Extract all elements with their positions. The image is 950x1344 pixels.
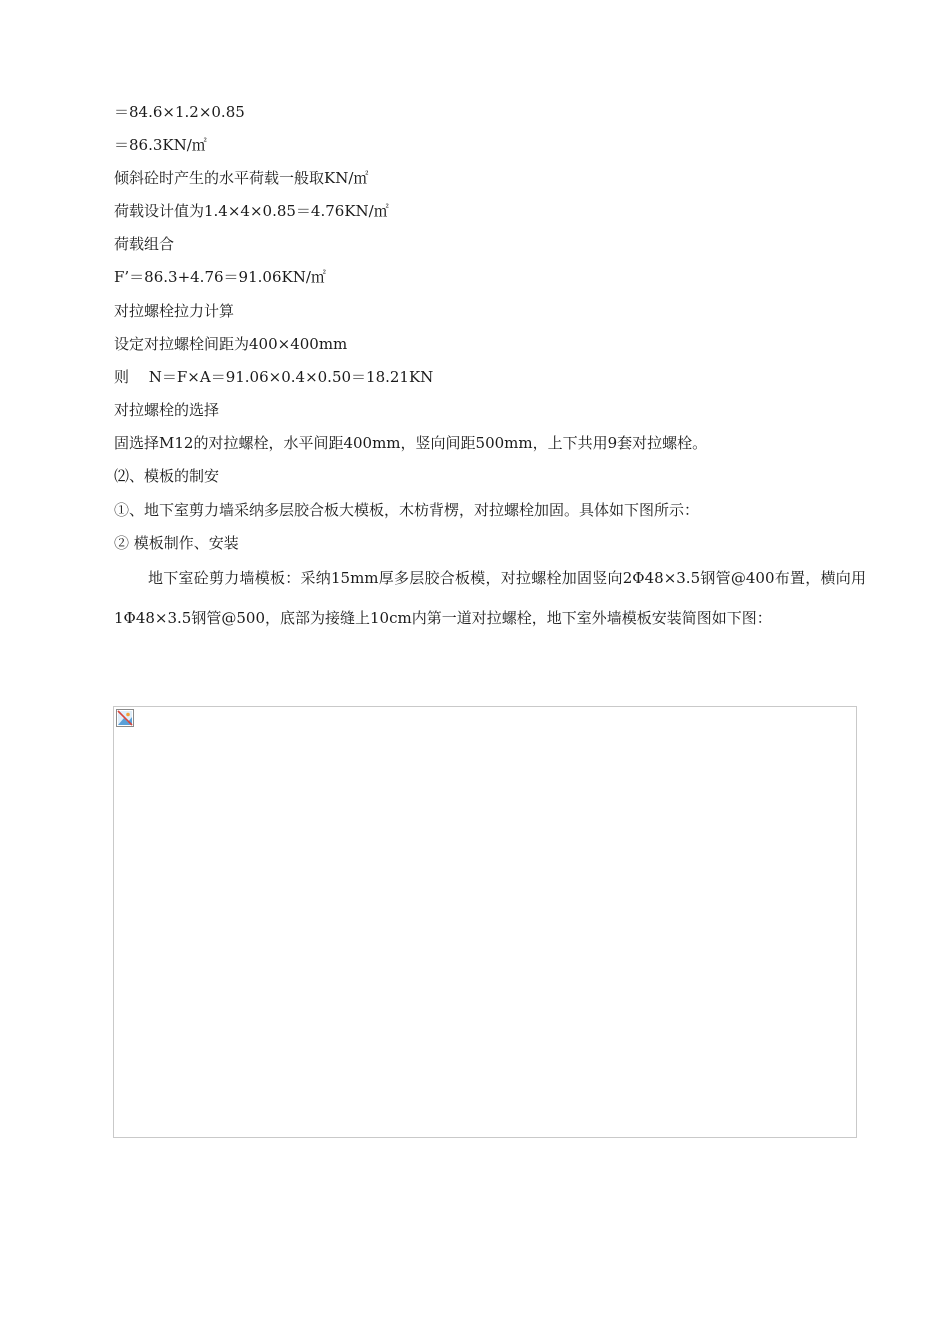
figure-placeholder (113, 706, 857, 1138)
heading-bolt-tension-calc: 对拉螺栓拉力计算 (114, 302, 235, 320)
text-line-horizontal-load: 倾斜砼时产生的水平荷载一般取KN/㎡ (114, 169, 369, 187)
text-line-bolt-spacing: 设定对拉螺栓间距为400×400mm (114, 335, 348, 353)
calc-line-2: ＝86.3KN/㎡ (114, 136, 207, 154)
broken-image-icon (116, 709, 134, 727)
heading-bolt-selection: 对拉螺栓的选择 (114, 401, 220, 419)
heading-load-combination: 荷载组合 (114, 235, 175, 253)
calc-line-1: ＝84.6×1.2×0.85 (114, 103, 245, 121)
heading-formwork-item-2: ② 模板制作、安装 (114, 534, 239, 552)
text-line-bolt-choice: 固选择M12的对拉螺栓，水平间距400mm，竖向间距500mm，上下共用9套对拉螺栓。 (114, 434, 708, 452)
heading-formwork-section: ⑵、模板的制安 (114, 467, 220, 485)
paragraph-shear-wall-formwork: 地下室砼剪力墙模板：采纳15mm厚多层胶合板模，对拉螺栓加固竖向2Φ48×3.5钢管@400布置，横向用1Φ48×3.5钢管@500，底部为接缝上10cm内第一道对拉螺栓，地下室外墙模板安装简图如下图： (114, 569, 866, 627)
text-line-formwork-item-1: ①、地下室剪力墙采纳多层胶合板大模板，木枋背楞，对拉螺栓加固。具体如下图所示： (114, 501, 700, 519)
calc-line-bolt-tension: 则 N＝F×A＝91.06×0.4×0.50＝18.21KN (114, 368, 434, 386)
text-line-load-design-value: 荷载设计值为1.4×4×0.85＝4.76KN/㎡ (114, 202, 389, 220)
calc-line-combination: F’＝86.3+4.76＝91.06KN/㎡ (114, 268, 326, 286)
